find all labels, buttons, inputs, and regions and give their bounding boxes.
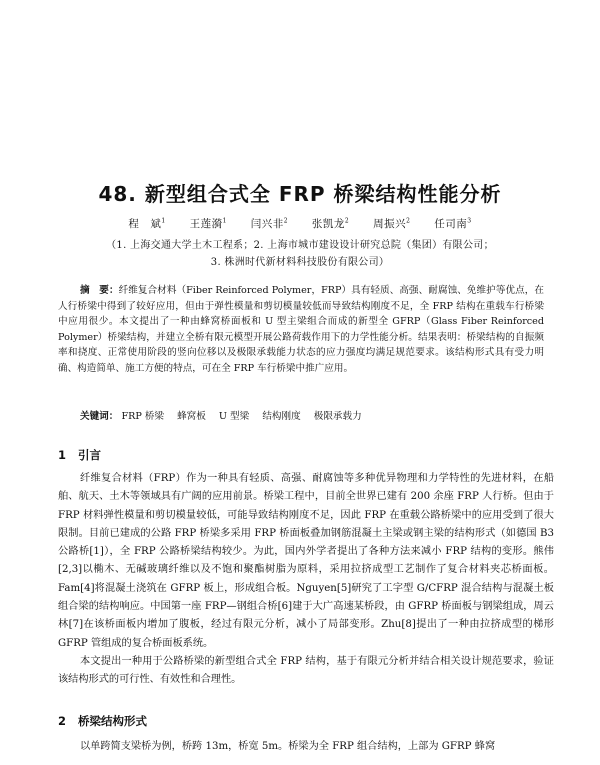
author: 张凯龙$^2$ — [311, 217, 350, 230]
keyword: 结构刚度 — [262, 411, 301, 422]
author: 程 斌$^1$ — [128, 217, 166, 230]
keywords — [58, 409, 544, 424]
keyword: 蜂窝板 — [177, 411, 206, 422]
author: 王莲漪$^1$ — [189, 217, 227, 230]
keywords-label: 关键词： — [80, 411, 119, 422]
paragraph: 本文提出一种用于公路桥梁的新型组合式全 FRP 结构，基于有限元分析并结合相关设计规范要求，验证该结构形式的可行性、有效性和合理性。 — [58, 655, 554, 686]
section-number: 2 — [58, 714, 67, 728]
abstract — [58, 283, 544, 377]
keyword: 极限承载力 — [313, 411, 362, 422]
paragraph: 以单跨简支梁桥为例，桥跨 13m，桥宽 5m。桥梁为全 FRP 组合结构，上部为 GFRP 蜂窝 — [80, 741, 496, 752]
author-list — [0, 216, 600, 231]
section-title: 桥梁结构形式 — [78, 714, 148, 728]
abstract-text: 纤维复合材料（Fiber Reinforced Polymer，FRP）具有轻质、高强、耐腐蚀、免维护等优点，在人行桥梁中得到了较好应用，但由于弹性模量和剪切模量较低而导致结构刚度不足，全 FRP 结构在重载车行桥梁中应用很少。本文提出了一种由蜂窝桥面板和 U 型主梁组合而成的新型全 GFRP（Glass Fiber Reinforced Polymer）桥梁结构，并建立全桥有限元模型开展公路荷载作用下的力学性能分析。结果表明：桥梁结构的自振频率和挠度、正常使用阶段的竖向位移以及极限承载能力状态的应力强度均满足规范要求。该结构形式具有受力明确、构造简单、施工方便的特点，可在全 FRP 车行桥梁中推广应用。 — [58, 285, 545, 374]
author: 任司南$^3$ — [434, 217, 472, 230]
affiliation-line-2: 3. 株洲时代新材料科技股份有限公司） — [210, 257, 390, 268]
section-title: 引言 — [78, 448, 102, 462]
paragraph: 纤维复合材料（FRP）作为一种具有轻质、高强、耐腐蚀等多种优异物理和力学特性的先进材料，在船舶、航天、土木等领域具有广阔的应用前景。桥梁工程中，目前全世界已建有 200 余座 FRP 人行桥。但由于 FRP 材料弹性模量和剪切模量较低，可能导致结构刚度不足，因此 FRP 在重载公路桥梁中的应用受到了很大限制。目前已建成的公路 FRP 桥梁多采用 FRP 桥面板叠加钢筋混凝土主梁或钢主梁的结构形式（如德国 B3 公路桥[1]），全 FRP 公路桥梁结构较少。为此，国内外学者提出了各种方法来减小 FRP 结构的变形。熊伟[2,3]以椭木、无碱玻璃纤维以及不饱和聚酯树脂为原料，采用拉挤成型工艺制作了复合材料夹芯桥面板。Fam[4]将混凝土浇筑在 GFRP 板上，形成组合板。Nguyen[5]研究了工字型 G/CFRP 混合结构与混凝土板组合梁的结构响应。中国第一座 FRP—钢组合桥[6]建于大广高速某桥段，由 GFRP 桥面板与钢梁组成，周云林[7]在该桥面板内增加了腹板，经过有限元分析，减小了局部变形。Zhu[8]提出了一种由拉挤成型的梯形 GFRP 管组成的复合桥面板系统。 — [58, 473, 554, 649]
keyword: FRP 桥梁 — [121, 411, 165, 422]
section-heading-structure — [58, 713, 147, 729]
author: 周振兴$^2$ — [373, 217, 411, 230]
affiliation-line-1: （1. 上海交通大学土木工程系；2. 上海市城市建设设计研究总院（集团）有限公司； — [106, 240, 494, 251]
paper-title: 48. 新型组合式全 FRP 桥梁结构性能分析 — [98, 182, 502, 206]
keyword: U 型梁 — [218, 411, 250, 422]
section-body-structure — [58, 738, 554, 756]
section-body-intro — [58, 470, 554, 690]
section-number: 1 — [58, 448, 67, 462]
author: 闫兴非$^2$ — [250, 217, 289, 230]
abstract-label: 摘 要： — [80, 285, 119, 296]
section-heading-intro — [58, 447, 101, 463]
